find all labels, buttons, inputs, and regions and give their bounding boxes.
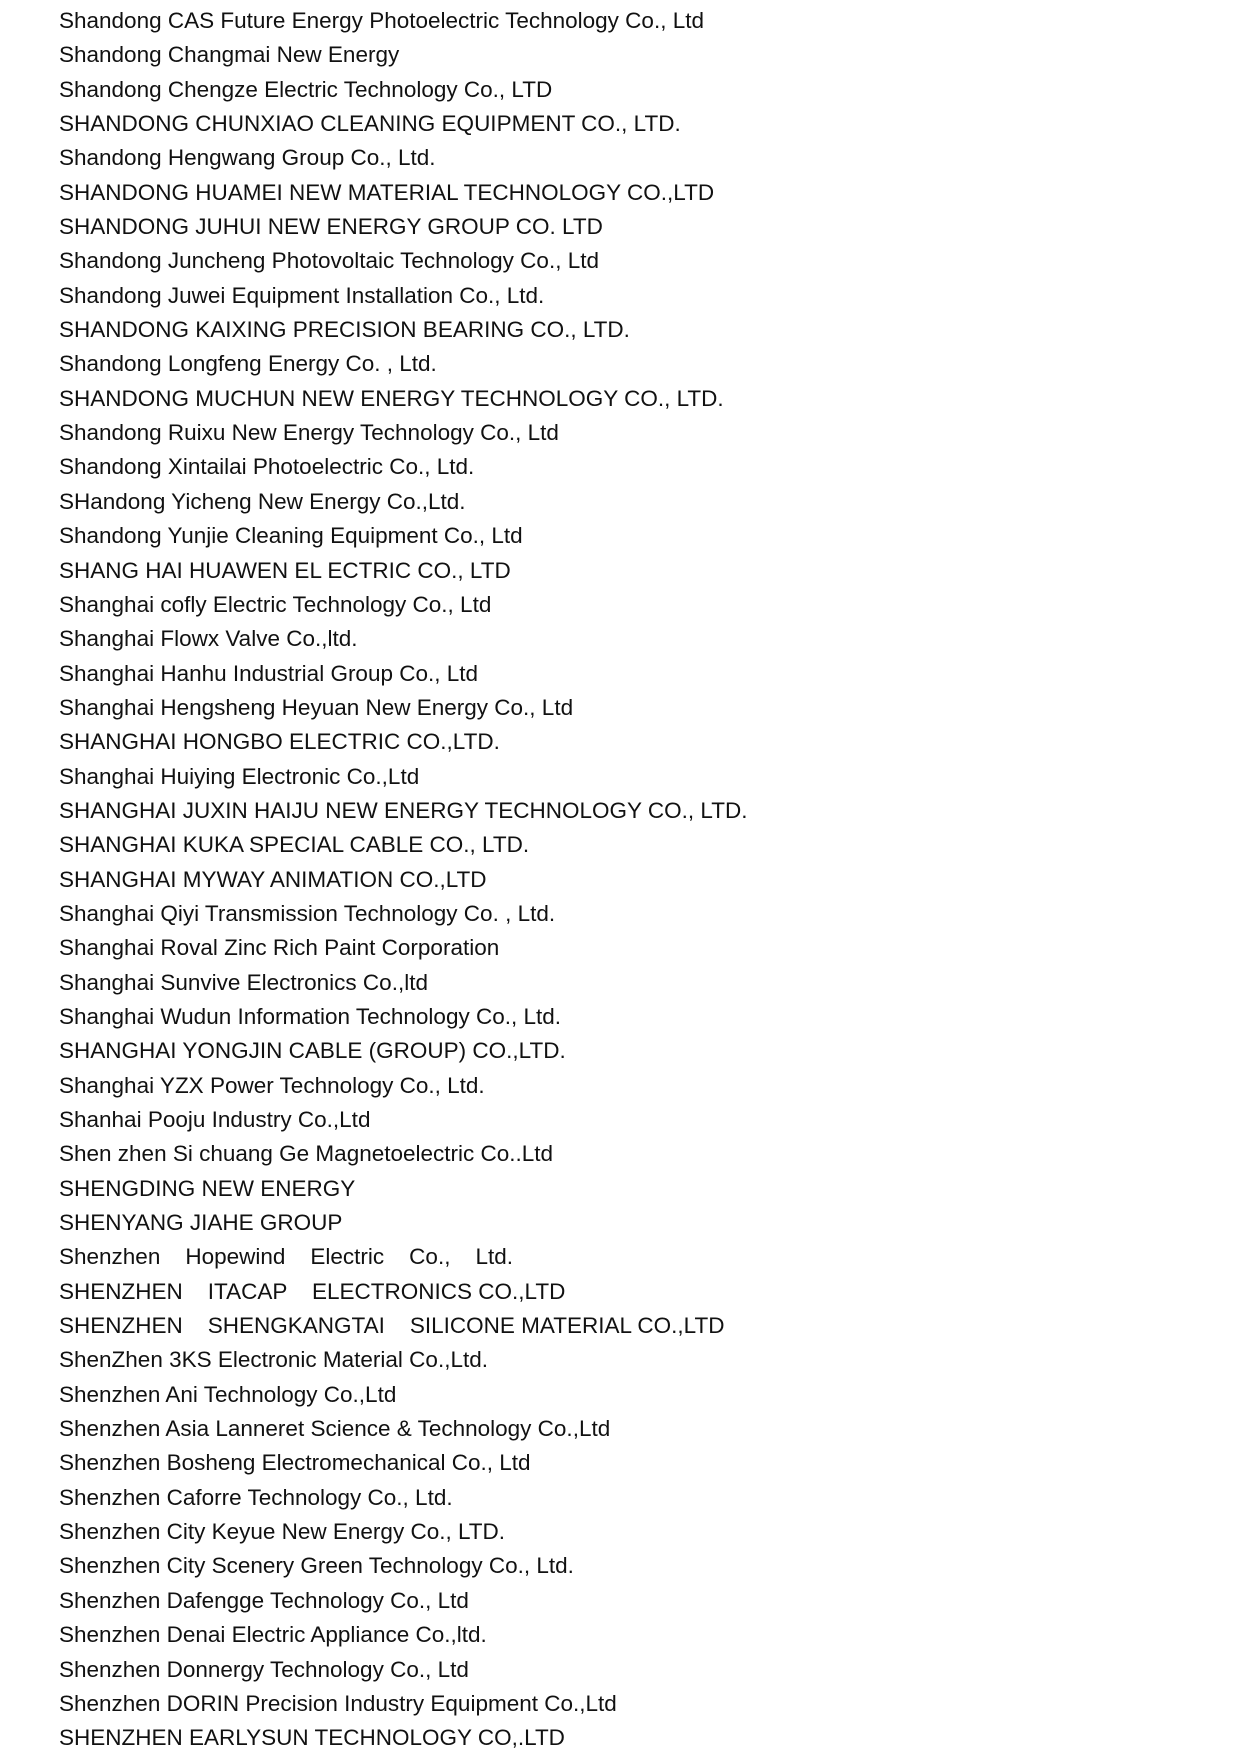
company-name: Shandong Longfeng Energy Co. , Ltd. <box>59 351 437 377</box>
company-name: SHENZHEN SHENGKANGTAI SILICONE MATERIAL CO.,LTD <box>59 1313 725 1339</box>
company-name: Shandong Yunjie Cleaning Equipment Co., Ltd <box>59 523 523 549</box>
company-name: ShenZhen 3KS Electronic Material Co.,Ltd. <box>59 1347 488 1373</box>
company-name: Shenzhen Bosheng Electromechanical Co., Ltd <box>59 1450 531 1476</box>
company-name: Shen zhen Si chuang Ge Magnetoelectric Co..Ltd <box>59 1141 554 1167</box>
company-list <box>59 4 1179 1756</box>
company-name: Shandong Hengwang Group Co., Ltd. <box>59 145 436 171</box>
company-name: SHENGDING NEW ENERGY <box>59 1175 356 1201</box>
company-name: SHANDONG JUHUI NEW ENERGY GROUP CO. LTD <box>59 214 603 240</box>
company-name: Shenzhen Donnergy Technology Co., Ltd <box>59 1656 469 1682</box>
company-name: Shandong Juncheng Photovoltaic Technology Co., Ltd <box>59 248 599 274</box>
company-name: Shenzhen Denai Electric Appliance Co.,ltd. <box>59 1622 487 1648</box>
company-name: Shanghai Flowx Valve Co.,ltd. <box>59 626 358 652</box>
company-name: SHANDONG HUAMEI NEW MATERIAL TECHNOLOGY CO.,LTD <box>59 179 715 205</box>
company-name: Shanghai Huiying Electronic Co.,Ltd <box>59 763 420 789</box>
company-name: Shenzhen Ani Technology Co.,Ltd <box>59 1381 397 1407</box>
company-name: Shenzhen City Keyue New Energy Co., LTD. <box>59 1519 506 1545</box>
company-name: Shenzhen Asia Lanneret Science & Technology Co.,Ltd <box>59 1416 611 1442</box>
company-name: Shanghai cofly Electric Technology Co., Ltd <box>59 591 492 617</box>
company-name: Shandong Xintailai Photoelectric Co., Ltd. <box>59 454 475 480</box>
company-name: Shenzhen Caforre Technology Co., Ltd. <box>59 1484 453 1510</box>
company-name: SHANGHAI JUXIN HAIJU NEW ENERGY TECHNOLOGY CO., LTD. <box>59 797 748 823</box>
company-name: SHANDONG MUCHUN NEW ENERGY TECHNOLOGY CO., LTD. <box>59 385 724 411</box>
company-name: Shandong Juwei Equipment Installation Co., Ltd. <box>59 282 545 308</box>
company-name: SHANG HAI HUAWEN EL ECTRIC CO., LTD <box>59 557 511 583</box>
company-name: Shanghai Qiyi Transmission Technology Co. , Ltd. <box>59 900 556 926</box>
company-name: Shanhai Pooju Industry Co.,Ltd <box>59 1107 371 1132</box>
company-name: SHandong Yicheng New Energy Co.,Ltd. <box>59 488 466 514</box>
company-name: SHANGHAI MYWAY ANIMATION CO.,LTD <box>59 866 487 892</box>
company-name: Shanghai Hanhu Industrial Group Co., Ltd <box>59 660 479 686</box>
company-name: Shanghai Sunvive Electronics Co.,ltd <box>59 969 428 995</box>
company-name: Shenzhen DORIN Precision Industry Equipment Co.,Ltd <box>59 1690 617 1716</box>
company-name: Shandong Ruixu New Energy Technology Co., Ltd <box>59 420 559 446</box>
company-name: Shanghai Hengsheng Heyuan New Energy Co., Ltd <box>59 694 574 720</box>
company-name: SHANGHAI KUKA SPECIAL CABLE CO., LTD. <box>59 832 530 858</box>
company-name: Shanghai Roval Zinc Rich Paint Corporation <box>59 935 500 961</box>
company-name: SHENZHEN ITACAP ELECTRONICS CO.,LTD <box>59 1278 566 1304</box>
company-name: Shenzhen City Scenery Green Technology Co., Ltd. <box>59 1553 574 1579</box>
company-name: SHANGHAI HONGBO ELECTRIC CO.,LTD. <box>59 729 500 755</box>
company-name: Shandong CAS Future Energy Photoelectric Technology Co., Ltd <box>59 8 704 33</box>
company-name: SHANDONG CHUNXIAO CLEANING EQUIPMENT CO., LTD. <box>59 111 681 137</box>
company-name: Shandong Chengze Electric Technology Co., LTD <box>59 76 553 102</box>
company-name: Shenzhen Hopewind Electric Co., Ltd. <box>59 1244 513 1270</box>
company-name: SHENYANG JIAHE GROUP <box>59 1210 343 1236</box>
company-name: SHANDONG KAIXING PRECISION BEARING CO., LTD. <box>59 317 630 343</box>
company-name: SHANGHAI YONGJIN CABLE (GROUP) CO.,LTD. <box>59 1038 566 1064</box>
company-name: Shandong Changmai New Energy <box>59 42 400 68</box>
company-name: Shenzhen Dafengge Technology Co., Ltd <box>59 1587 469 1613</box>
company-name: Shanghai YZX Power Technology Co., Ltd. <box>59 1072 485 1098</box>
company-name: Shanghai Wudun Information Technology Co., Ltd. <box>59 1003 561 1029</box>
company-name: SHENZHEN EARLYSUN TECHNOLOGY CO,.LTD <box>59 1725 565 1751</box>
